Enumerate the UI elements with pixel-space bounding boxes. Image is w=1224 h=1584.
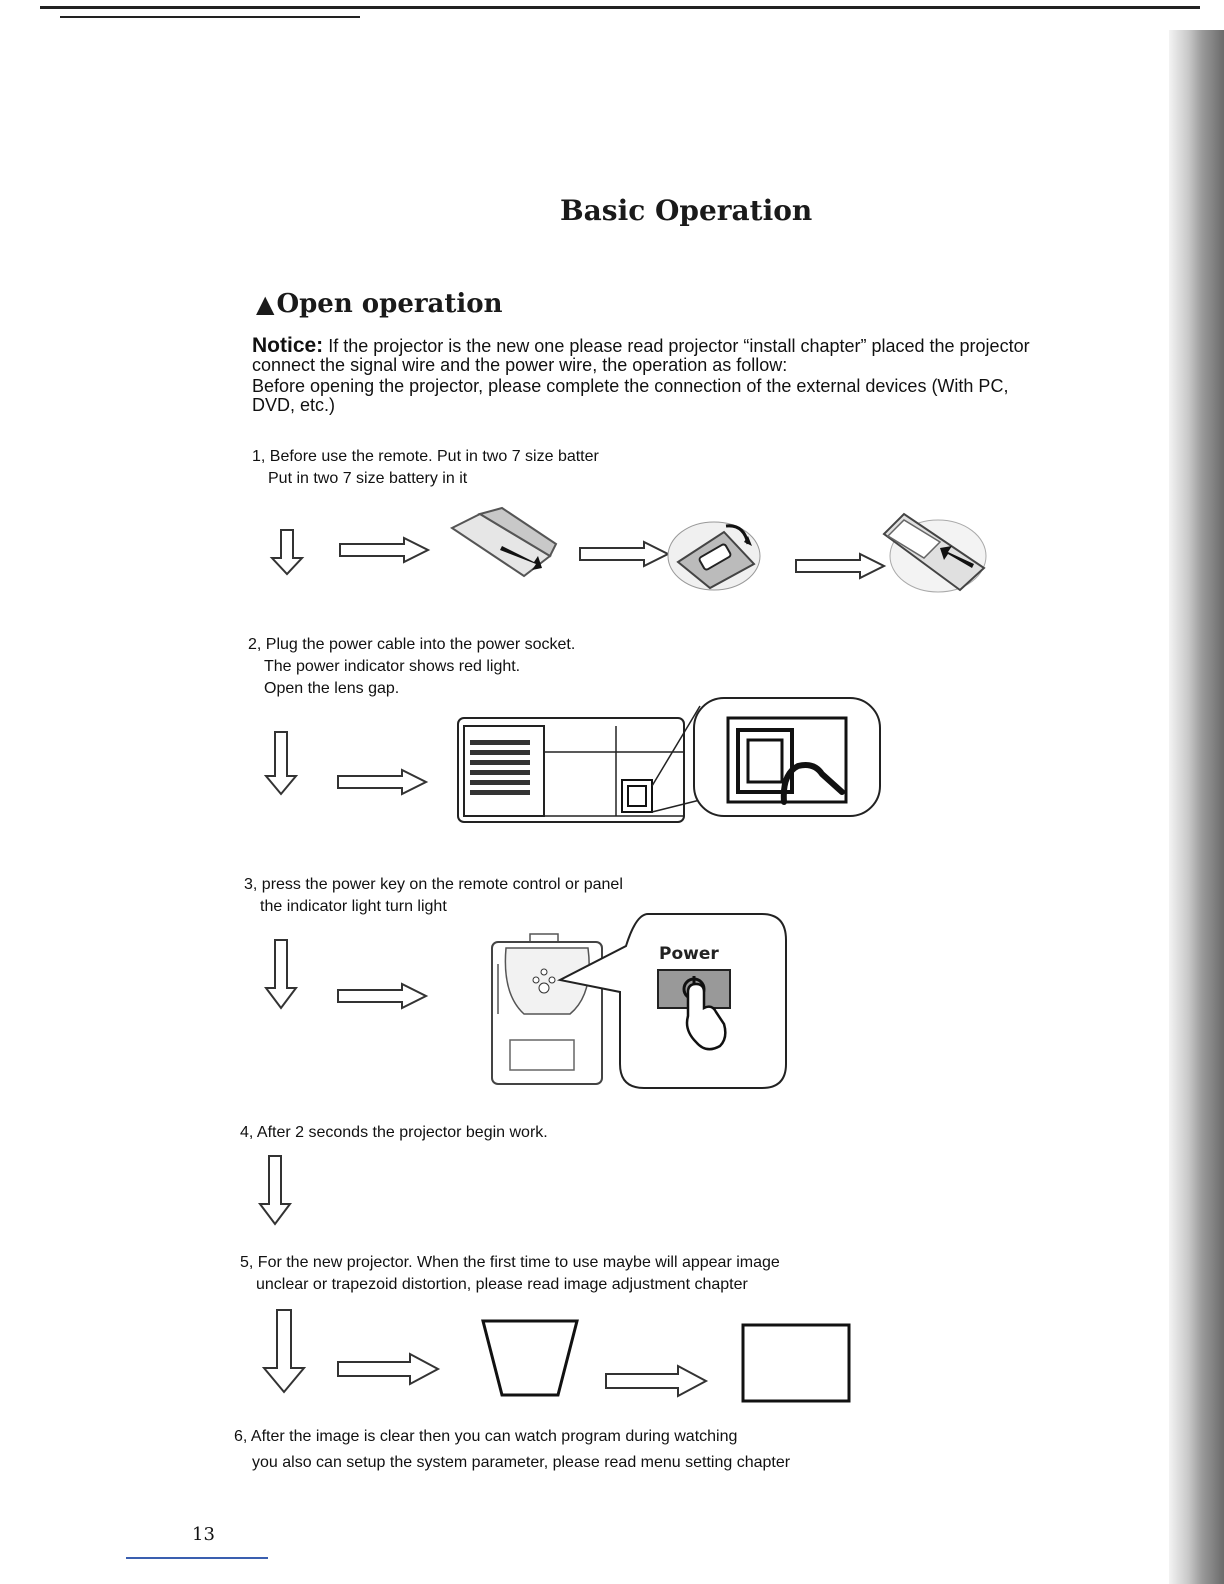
notice-block [252,336,1102,415]
step-1-right-arrow-3-icon [794,552,886,580]
step-2-right-arrow-icon [336,768,428,796]
step-3-text: 3, press the power key on the remote control or panel the indicator light turn light [244,876,623,915]
trapezoid-distortion-icon [480,1318,580,1398]
remote-close-cover-icon [874,506,990,598]
step-6-text: 6, After the image is clear then you can watch program during watching you also can setup the system parameter, please read menu setting chapter [234,1428,791,1471]
step-1-down-arrow-icon [270,528,304,576]
step-4-down-arrow-icon [258,1154,292,1226]
corrected-image-icon [740,1322,852,1404]
power-key-label: Power [659,944,719,964]
power-socket-callout-icon [692,696,884,818]
notice-line-1: Notice: If the projector is the new one please read projector “install chapter” placed the projector [252,334,1030,357]
notice-line-3: Before opening the projector, please complete the connection of the external devices (With PC, [252,376,1009,396]
triangle-bullet-icon: ▲ [256,290,275,318]
scan-page-edge-shadow [1169,30,1224,1584]
power-button-callout-icon [556,912,790,1092]
step-2-text: 2, Plug the power cable into the power socket. The power indicator shows red light. Open the lens gap. [248,636,576,697]
step-5-right-arrow-2-icon [604,1364,708,1398]
step-3-right-arrow-icon [336,982,428,1010]
footer-rule [126,1557,268,1559]
step-1-text: 1, Before use the remote. Put in two 7 size batter Put in two 7 size battery in it [252,448,599,487]
step-2-down-arrow-icon [264,730,298,796]
step-5-down-arrow-icon [262,1308,306,1394]
step-5-text: 5, For the new projector. When the first time to use maybe will appear image unclear or trapezoid distortion, please read image adjustment chapter [240,1254,780,1293]
projector-back-icon [450,712,690,832]
notice-label: Notice: [252,334,324,357]
notice-line-2: connect the signal wire and the power wire, the operation as follow: [252,355,788,375]
step-5-right-arrow-icon [336,1352,440,1386]
notice-line-4: DVD, etc.) [252,395,336,415]
step-1-right-arrow-2-icon [578,540,670,568]
scan-top-border-accent [60,16,360,18]
section-title: Open operation [276,289,503,319]
page-number: 13 [192,1524,215,1545]
remote-open-cover-icon [440,506,560,586]
step-4-text: 4, After 2 seconds the projector begin work. [240,1124,548,1141]
page-title: Basic Operation [560,194,813,227]
section-heading [256,289,503,319]
remote-battery-insert-icon [664,512,764,594]
step-3-down-arrow-icon [264,938,298,1010]
step-1-right-arrow-icon [338,536,430,564]
